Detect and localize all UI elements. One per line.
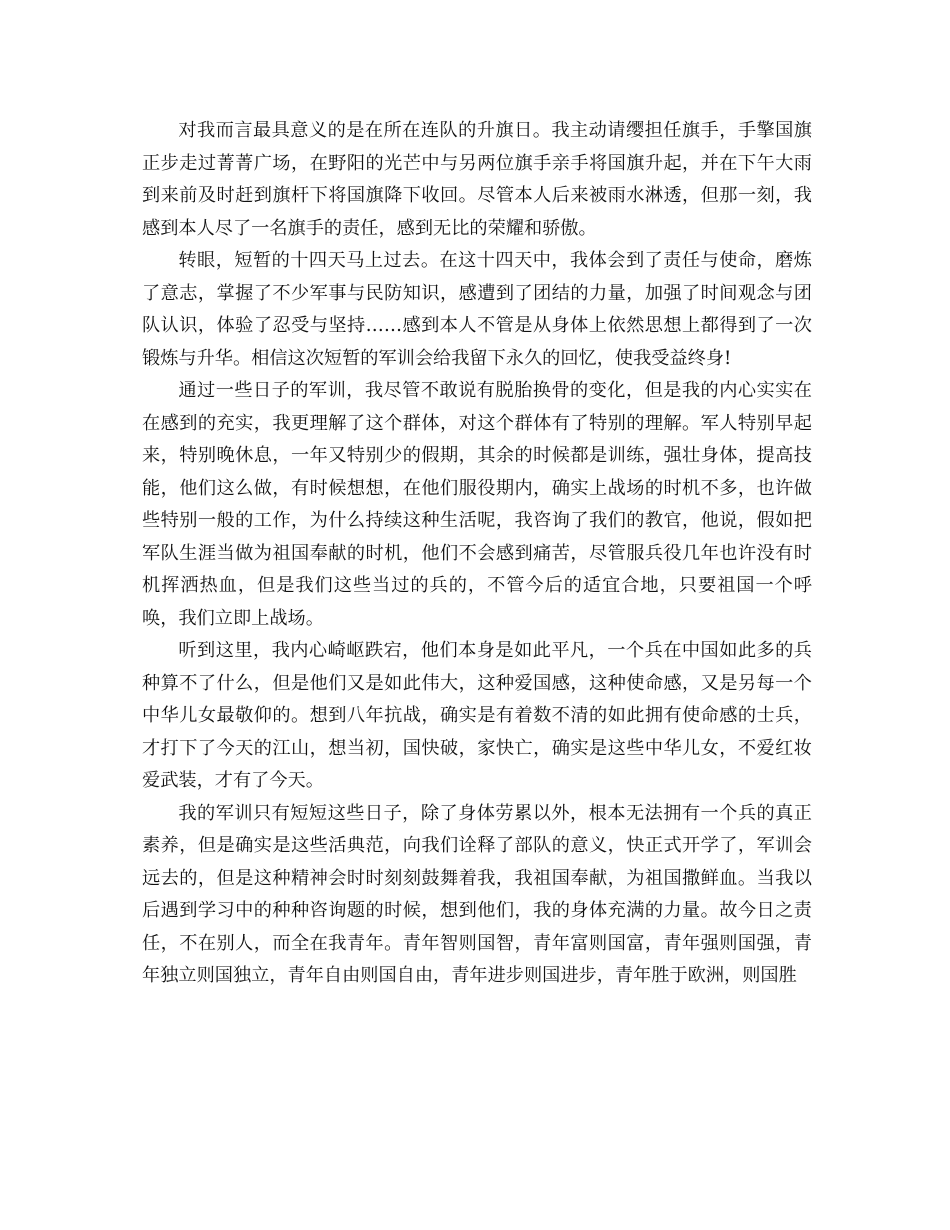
paragraph-4: 听到这里，我内心崎岖跌宕，他们本身是如此平凡，一个兵在中国如此多的兵种算不了什么，但是他们又是如此伟大，这种爱国感，这种使命感，又是另每一个中华儿女最敬仰的。想到八年抗战，确实是有着数不清的如此拥有使命感的士兵，才打下了今天的江山，想当初，国快破，家快亡，确实是这些中华儿女，不爱红妆爱武装，才有了今天。 (142, 640, 812, 791)
paragraph-5: 我的军训只有短短这些日子，除了身体劳累以外，根本无法拥有一个兵的真正素养，但是确实是这些活典范，向我们诠释了部队的意义，快正式开学了，军训会远去的，但是这种精神会时时刻刻鼓舞着我，我祖国奉献，为祖国撒鲜血。当我以后遇到学习中的种种咨询题的时候，想到他们，我的身体充满的力量。故今日之责任，不在别人，而全在我青年。青年智则国智，青年富则国富，青年强则国强，青年独立则国独立，青年自由则国自由，青年进步则国进步，青年胜于欧洲，则国胜 (142, 802, 812, 986)
document-body (142, 115, 812, 993)
paragraph-1: 对我而言最具意义的是在所在连队的升旗日。我主动请缨担任旗手，手擎国旗正步走过菁菁广场，在野阳的光芒中与另两位旗手亲手将国旗升起，并在下午大雨到来前及时赶到旗杆下将国旗降下收回。尽管本人后来被雨水淋透，但那一刻，我感到本人尽了一名旗手的责任，感到无比的荣耀和骄傲。 (142, 120, 812, 239)
paragraph-2: 转眼，短暂的十四天马上过去。在这十四天中，我体会到了责任与使命，磨炼了意志，掌握了不少军事与民防知识，感遭到了团结的力量，加强了时间观念与团队认识，体验了忍受与坚持……感到本人不管是从身体上依然思想上都得到了一次锻炼与升华。相信这次短暂的军训会给我留下永久的回忆，使我受益终身! (142, 250, 812, 369)
paragraph-3: 通过一些日子的军训，我尽管不敢说有脱胎换骨的变化，但是我的内心实实在在感到的充实，我更理解了这个群体，对这个群体有了特别的理解。军人特别早起来，特别晚休息，一年又特别少的假期，其余的时候都是训练，强壮身体，提高技能，他们这么做，有时候想想，在他们服役期内，确实上战场的时机不多，也许做些特别一般的工作，为什么持续这种生活呢，我咨询了我们的教官，他说，假如把军队生涯当做为祖国奉献的时机，他们不会感到痛苦，尽管服兵役几年也许没有时机挥洒热血，但是我们这些当过的兵的，不管今后的适宜合地，只要祖国一个呼唤，我们立即上战场。 (142, 380, 812, 629)
